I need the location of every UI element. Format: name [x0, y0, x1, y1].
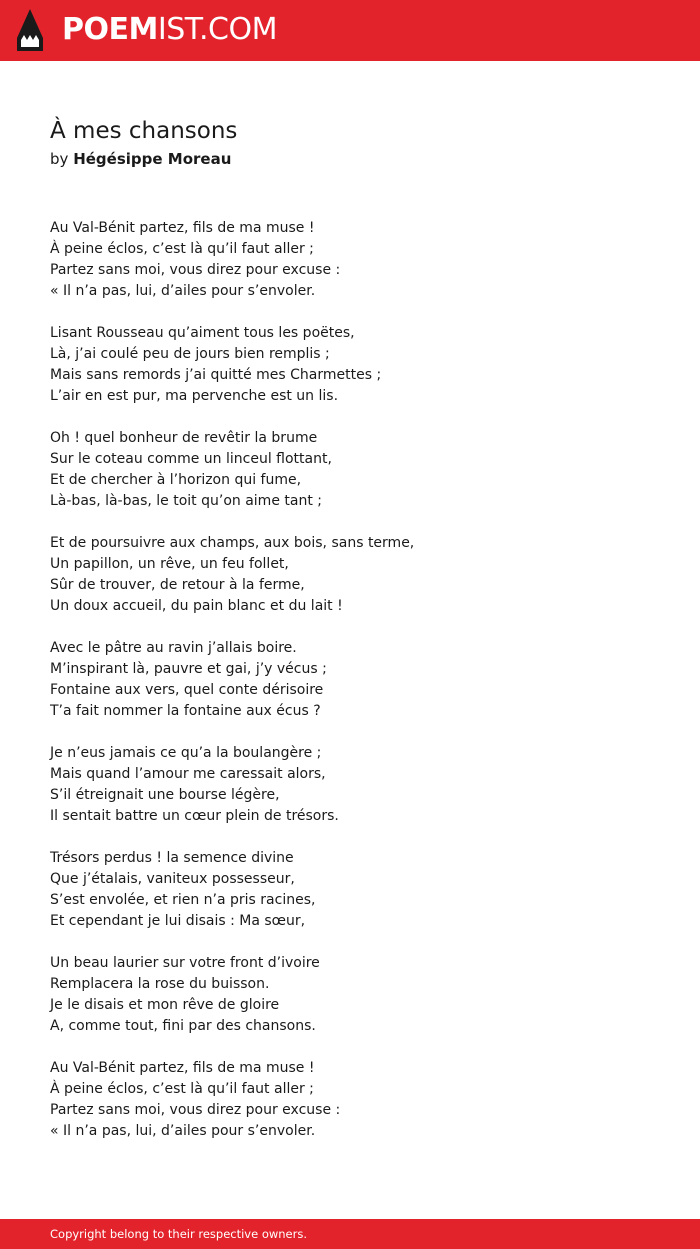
author-name: Hégésippe Moreau: [73, 150, 232, 168]
poem-line: Avec le pâtre au ravin j’allais boire.: [50, 640, 297, 656]
by-label: by: [50, 150, 69, 168]
poem-line: Je le disais et mon rêve de gloire: [50, 997, 280, 1013]
poem-line: Un beau laurier sur votre front d’ivoire: [50, 955, 320, 971]
poem-line: Un doux accueil, du pain blanc et du lait !: [50, 598, 343, 614]
poem-line: S’est envolée, et rien n’a pris racines,: [50, 892, 316, 908]
stanza: [50, 533, 670, 617]
poem-line: « Il n’a pas, lui, d’ailes pour s’envoler.: [50, 1123, 316, 1139]
copyright-notice: Copyright belong to their respective owners.: [50, 1227, 308, 1241]
poem-line: Et cependant je lui disais : Ma sœur,: [50, 913, 306, 929]
stanza: [50, 428, 670, 512]
poem-line: Partez sans moi, vous direz pour excuse :: [50, 1102, 341, 1118]
poem-line: Fontaine aux vers, quel conte dérisoire: [50, 682, 324, 698]
poem-line: Lisant Rousseau qu’aiment tous les poëtes,: [50, 325, 355, 341]
stanza: [50, 323, 670, 407]
poem-line: Trésors perdus ! la semence divine: [50, 850, 294, 866]
stanza: [50, 743, 670, 827]
poem-line: Remplacera la rose du buisson.: [50, 976, 270, 992]
stanza: [50, 638, 670, 722]
site-header: [0, 0, 700, 61]
site-footer: [0, 1219, 700, 1249]
poem-line: Mais sans remords j’ai quitté mes Charmettes ;: [50, 367, 382, 383]
poem-line: Que j’étalais, vaniteux possesseur,: [50, 871, 295, 887]
poem-line: M’inspirant là, pauvre et gai, j’y vécus ;: [50, 661, 327, 677]
poem-line: Sûr de trouver, de retour à la ferme,: [50, 577, 305, 593]
stanza: [50, 1058, 670, 1142]
poem-line: Et de chercher à l’horizon qui fume,: [50, 472, 302, 488]
poem-line: À peine éclos, c’est là qu’il faut aller ;: [50, 241, 314, 257]
poem-line: Là, j’ai coulé peu de jours bien remplis ;: [50, 346, 330, 362]
poem-body: [50, 218, 670, 1163]
poem-line: L’air en est pur, ma pervenche est un lis.: [50, 388, 339, 404]
poem-title: À mes chansons: [50, 118, 238, 144]
poem-line: S’il étreignait une bourse légère,: [50, 787, 280, 803]
poem-line: Au Val-Bénit partez, fils de ma muse !: [50, 220, 315, 236]
poem-line: Au Val-Bénit partez, fils de ma muse !: [50, 1060, 315, 1076]
logo-text-bold: POEM: [62, 12, 158, 47]
stanza: [50, 218, 670, 302]
site-logo[interactable]: [62, 12, 277, 48]
poem-line: T’a fait nommer la fontaine aux écus ?: [50, 703, 321, 719]
stanza: [50, 848, 670, 932]
poem-line: Partez sans moi, vous direz pour excuse :: [50, 262, 341, 278]
poem-line: À peine éclos, c’est là qu’il faut aller ;: [50, 1081, 314, 1097]
logo-text-light: IST.COM: [157, 12, 277, 47]
poem-line: Et de poursuivre aux champs, aux bois, sans terme,: [50, 535, 415, 551]
poem-line: Oh ! quel bonheur de revêtir la brume: [50, 430, 318, 446]
poem-line: Il sentait battre un cœur plein de trésors.: [50, 808, 339, 824]
poem-line: « Il n’a pas, lui, d’ailes pour s’envoler.: [50, 283, 316, 299]
poem-line: Je n’eus jamais ce qu’a la boulangère ;: [50, 745, 322, 761]
pencil-logo-icon[interactable]: [17, 9, 43, 51]
poem-line: Mais quand l’amour me caressait alors,: [50, 766, 326, 782]
byline: [50, 148, 231, 170]
poem-line: Là-bas, là-bas, le toit qu’on aime tant ;: [50, 493, 322, 509]
poem-line: Sur le coteau comme un linceul flottant,: [50, 451, 332, 467]
poem-line: A, comme tout, fini par des chansons.: [50, 1018, 316, 1034]
stanza: [50, 953, 670, 1037]
poem-line: Un papillon, un rêve, un feu follet,: [50, 556, 289, 572]
